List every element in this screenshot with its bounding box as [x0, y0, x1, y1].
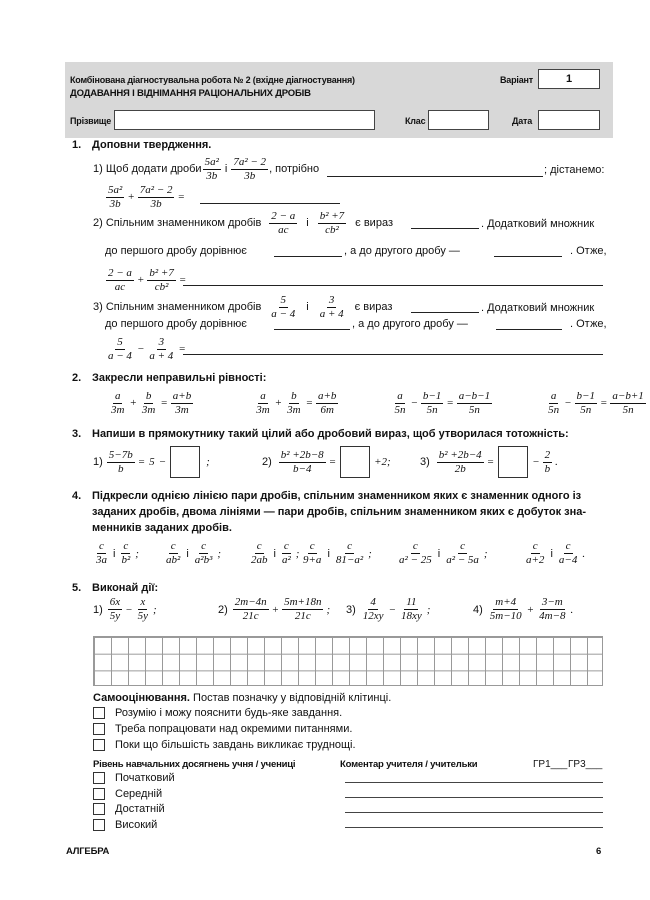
q1-part1-expr: $\frac{\text{5a²}}{3b}$ + $\frac{\text{7a² − 2}}{3b}$ =	[108, 183, 185, 210]
fraction: $\frac{c}{\text{b²}}$	[121, 540, 131, 566]
checkbox[interactable]	[93, 707, 105, 719]
fraction: $\frac{c}{2ab}$	[251, 540, 268, 566]
q5-tasks	[93, 596, 608, 632]
q5-task: 1) $\frac{6x}{5y}$ − $\frac{x}{5y}$ ;	[93, 596, 157, 622]
q3-item3: 3) $\frac{\text{b² +2b−4}}{2b}$ = − $\frac{2}{b}$ .	[420, 444, 560, 480]
date-field[interactable]	[538, 110, 600, 130]
fraction: $\frac{c}{9+a}$	[303, 540, 322, 566]
q2-equality[interactable]: $\frac{a}{5n}$ − $\frac{b-1}{5n}$ = $\frac{a-b-1}{5n}$	[394, 389, 491, 416]
page-number: 6	[596, 846, 602, 857]
q2-equality[interactable]: $\frac{a}{3m}$ + $\frac{b}{3m}$ = $\frac{a+b}{6m}$	[256, 389, 337, 416]
fraction: $\frac{c}{\text{a²b³}}$	[194, 540, 213, 566]
comment-title: Коментар учителя / учительки	[340, 759, 478, 770]
fraction: $\frac{a}{5n}$	[394, 389, 406, 416]
q3-title: Напиши в прямокутнику такий цілий або дробовий вираз, щоб утворилася тотожність:	[92, 428, 569, 440]
fraction: $\frac{c}{\text{a² − 5a}}$	[446, 540, 479, 566]
answer-grid[interactable]	[93, 636, 603, 686]
q5-title: Виконай дії:	[92, 582, 159, 594]
q4-line2: заданих дробів, двома лініями — пари дробів, спільним знаменником яких є добуток зна-	[92, 506, 587, 518]
answer-box[interactable]	[498, 446, 528, 478]
fraction: $\frac{11}{18xy}$	[400, 596, 422, 622]
q4-pairs	[93, 540, 608, 576]
q1-title: Доповни твердження.	[92, 139, 212, 151]
fraction: $\frac{4}{12xy}$	[362, 596, 384, 622]
answer-line[interactable]	[183, 354, 603, 355]
answer-line[interactable]	[494, 256, 562, 257]
fraction: $\frac{3-m}{4m-8}$	[539, 596, 566, 622]
answer-box[interactable]	[170, 446, 200, 478]
fraction: $\frac{c}{\text{ab²}}$	[166, 540, 181, 566]
fraction: $\frac{c}{a+2}$	[526, 540, 545, 566]
q4-fraction-pair[interactable]: $\frac{c}{\text{ab²}}$ і $\frac{c}{\text{a²b³}}$ ;	[166, 540, 222, 566]
fraction: $\frac{\text{7a² − 2}}{3b}$	[233, 155, 267, 182]
q2-equality[interactable]: $\frac{a}{3m}$ + $\frac{b}{3m}$ = $\frac{a+b}{3m}$	[111, 389, 192, 416]
q5-task: 4) $\frac{m+4}{5m-10}$ + $\frac{3-m}{4m-8}$ .	[473, 596, 574, 622]
variant-value: 1	[538, 69, 600, 89]
q2-title: Закресли неправильні рівності:	[92, 372, 267, 384]
comment-line[interactable]	[345, 827, 603, 828]
answer-line[interactable]	[327, 176, 543, 177]
q1-part2: 2) Спільним знаменником дробів $\frac{2 - a}{ac}$ і $\frac{\text{b² +7}}{\text{cb²}}$ є вираз	[93, 209, 393, 236]
fraction: $\frac{a}{3m}$	[111, 389, 125, 416]
answer-line[interactable]	[411, 312, 479, 313]
fraction: $\frac{c}{3a}$	[96, 540, 107, 566]
fraction: $\frac{a}{5n}$	[548, 389, 560, 416]
q1-part3: 3) Спільним знаменником дробів $\frac{5}{a - 4}$ і $\frac{3}{a + 4}$ є вираз	[93, 293, 393, 320]
comment-line[interactable]	[345, 797, 603, 798]
fraction: $\frac{b-1}{5n}$	[422, 389, 442, 416]
gr1: ГР1___	[533, 759, 568, 770]
comment-line[interactable]	[345, 812, 603, 813]
q1-part1: 1) Щоб додати дроби $\frac{\text{5a²}}{3b}$ і $\frac{\text{7a² − 2}}{3b}$ , потрібно	[93, 155, 320, 182]
answer-box[interactable]	[340, 446, 370, 478]
checkbox[interactable]	[93, 739, 105, 751]
fraction: $\frac{c}{\text{a² − 25}}$	[399, 540, 432, 566]
q3-item2: 2) $\frac{\text{b² +2b−8}}{b-4}$ = +2;	[262, 444, 393, 480]
q4-fraction-pair[interactable]: $\frac{c}{3a}$ і $\frac{c}{\text{b²}}$ ;	[96, 540, 139, 566]
q4-fraction-pair[interactable]: $\frac{c}{\text{a² − 25}}$ і $\frac{c}{\text{a² − 5a}}$ ;	[399, 540, 488, 566]
level-option[interactable]: Початковий	[93, 772, 175, 784]
fraction: $\frac{6x}{5y}$	[109, 596, 121, 622]
fraction: $\frac{b}{3m}$	[287, 389, 301, 416]
level-option[interactable]: Середній	[93, 788, 162, 800]
checkbox[interactable]	[93, 723, 105, 735]
q4-line3: менників заданих дробів.	[92, 522, 232, 534]
q4-fraction-pair[interactable]: $\frac{c}{9+a}$ і $\frac{c}{\text{81−a²}}$ ;	[303, 540, 372, 566]
class-field[interactable]	[428, 110, 489, 130]
work-subtitle: ДОДАВАННЯ І ВІДНІМАННЯ РАЦІОНАЛЬНИХ ДРОБІВ	[70, 88, 311, 99]
fraction: $\frac{c}{\text{81−a²}}$	[335, 540, 364, 566]
variant-label: Варіант	[500, 75, 533, 85]
self-option[interactable]: Треба попрацювати над окремими питаннями.	[93, 723, 352, 735]
gr3: ГР3___	[568, 759, 603, 770]
q5-task: 2) $\frac{2m-4n}{21c}$ + $\frac{5m+18n}{21c}$ ;	[218, 596, 331, 622]
fraction: $\frac{a-b-1}{5n}$	[458, 389, 491, 416]
levels-title: Рівень навчальних досягнень учня / учениці	[93, 759, 296, 770]
fraction: $\frac{a}{3m}$	[256, 389, 270, 416]
q4-line1: Підкресли однією лінією пари дробів, спільним знаменником яких є знаменник одного із	[92, 490, 582, 502]
q4-fraction-pair[interactable]: $\frac{c}{2ab}$ і $\frac{c}{\text{a²}}$ ;	[251, 540, 300, 566]
answer-line[interactable]	[183, 285, 603, 286]
fraction: $\frac{b}{3m}$	[141, 389, 156, 416]
self-title: Самооцінювання. Постав позначку у відповідній клітинці.	[93, 692, 392, 704]
answer-line[interactable]	[411, 228, 479, 229]
fraction: $\frac{a+b}{3m}$	[172, 389, 192, 416]
comment-line[interactable]	[345, 782, 603, 783]
answer-line[interactable]	[274, 329, 350, 330]
fraction: $\frac{5m+18n}{21c}$	[284, 596, 322, 622]
answer-line[interactable]	[200, 203, 340, 204]
self-option[interactable]: Поки що більшість завдань викликає труднощі.	[93, 739, 356, 751]
class-label: Клас	[405, 116, 426, 126]
footer-subject: АЛГЕБРА	[66, 846, 110, 857]
surname-label: Прізвище	[70, 116, 112, 126]
q2-equalities	[108, 386, 647, 420]
level-option[interactable]: Високий	[93, 819, 157, 831]
fraction: $\frac{m+4}{5m-10}$	[489, 596, 522, 622]
answer-line[interactable]	[496, 329, 562, 330]
fraction: $\frac{x}{5y}$	[137, 596, 148, 622]
q1-number: 1.	[72, 139, 82, 151]
date-label: Дата	[512, 116, 533, 126]
fraction: $\frac{b-1}{5n}$	[576, 389, 595, 416]
answer-line[interactable]	[274, 256, 342, 257]
self-option[interactable]: Розумію і можу пояснити будь-яке завдання.	[93, 707, 342, 719]
level-option[interactable]: Достатній	[93, 803, 165, 815]
fraction: $\frac{2m-4n}{21c}$	[234, 596, 267, 622]
surname-field[interactable]	[114, 110, 375, 130]
q2-equality[interactable]: $\frac{a}{5n}$ − $\frac{b-1}{5n}$ = $\frac{a-b+1}{5n}$	[548, 389, 644, 416]
fraction: $\frac{a+b}{6m}$	[318, 389, 337, 416]
fraction: $\frac{c}{a-4}$	[558, 540, 578, 566]
work-title: Комбінована діагностувальна робота № 2 (вхідне діагностування)	[70, 75, 355, 85]
fraction: $\frac{\text{5a²}}{3b}$	[204, 155, 219, 182]
q4-fraction-pair[interactable]: $\frac{c}{a+2}$ і $\frac{c}{a-4}$ .	[526, 540, 586, 566]
fraction: $\frac{a-b+1}{5n}$	[612, 389, 644, 416]
fraction: $\frac{c}{\text{a²}}$	[281, 540, 291, 566]
q5-task: 3) $\frac{4}{12xy}$ − $\frac{11}{18xy}$ ;	[346, 596, 431, 622]
q3-item1: 1) $\frac{5-7b}{b}$ = 5 − ;	[93, 444, 212, 480]
